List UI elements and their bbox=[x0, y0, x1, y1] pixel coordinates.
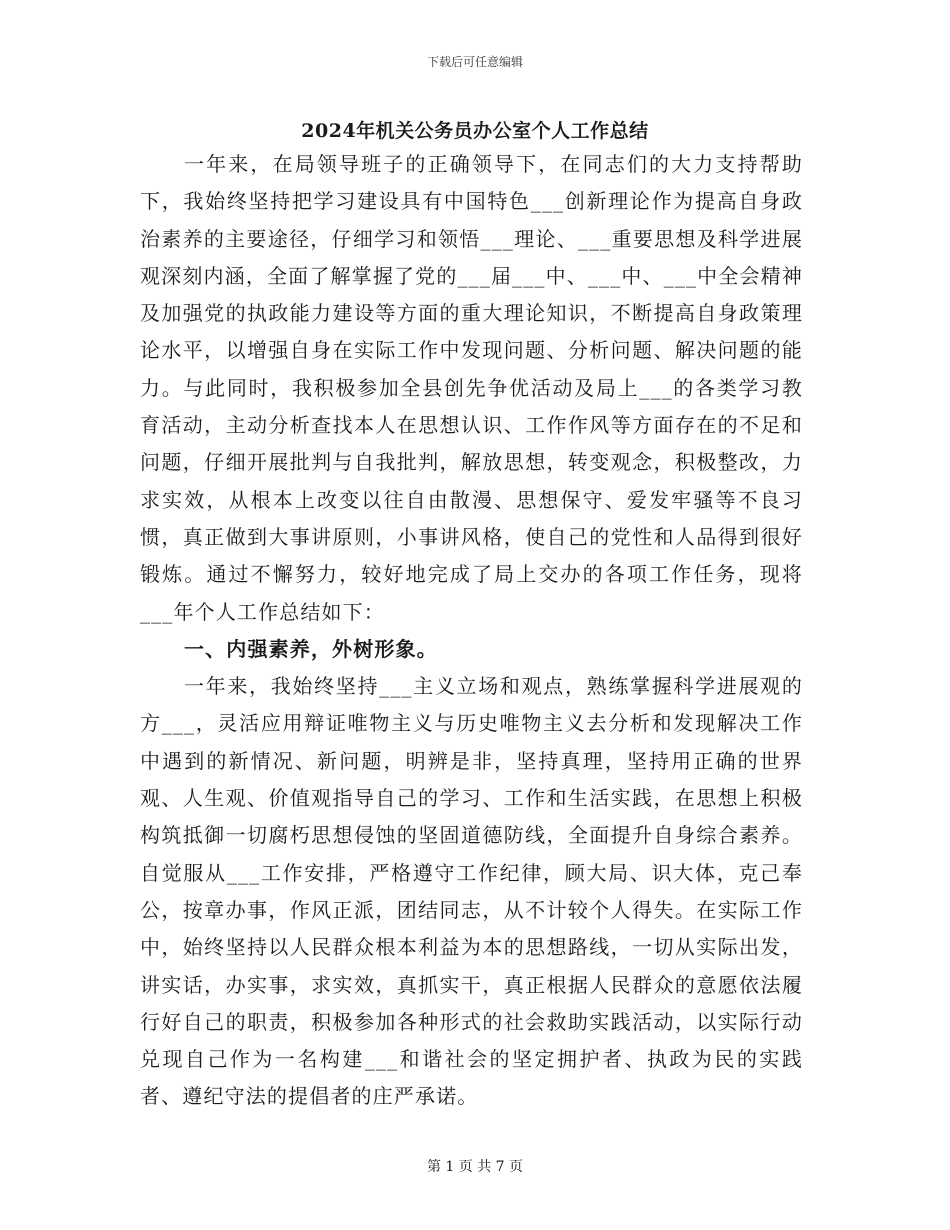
section-heading: 一、内强素养，外树形象。 bbox=[184, 636, 438, 661]
section-paragraph: 一年来，我始终坚持___主义立场和观点，熟练掌握科学进展观的方___，灵活应用辩证唯物主义与历史唯物主义去分析和发现解决工作中遇到的新情况、新问题，明辨是非，坚持真理，坚持用正确的世界观、人生观、价值观指导自己的学习、工作和生活实践，在思想上积极构筑抵御一切腐朽思想侵蚀的坚固道德防线，全面提升自身综合素养。自觉服从___工作安排，严格遵守工作纪律，顾大局、识大体，克己奉公，按章办事，作风正派，团结同志，从不计较个人得失。在实际工作中，始终坚持以人民群众根本利益为本的思想路线，一切从实际出发，讲实话，办实事，求实效，真抓实干，真正根据人民群众的意愿依法履行好自己的职责，积极参加各种形式的社会救助实践活动，以实际行动兑现自己作为一名构建___和谐社会的坚定拥护者、执政为民的实践者、遵纪守法的提倡者的庄严承诺。 bbox=[140, 674, 803, 1109]
document-title: 2024年机关公务员办公室个人工作总结 bbox=[301, 120, 649, 142]
page-indicator: 第 1 页 共 7 页 bbox=[426, 1159, 524, 1175]
document-body bbox=[140, 146, 803, 1116]
intro-paragraph: 一年来，在局领导班子的正确领导下，在同志们的大力支持帮助下，我始终坚持把学习建设具有中国特色___创新理论作为提高自身政治素养的主要途径，仔细学习和领悟___理论、___重要思想及科学进展观深刻内涵，全面了解掌握了党的___届___中、___中、___中全会精神及加强党的执政能力建设等方面的重大理论知识，不断提高自身政策理论水平，以增强自身在实际工作中发现问题、分析问题、解决问题的能力。与此同时，我积极参加全县创先争优活动及局上___的各类学习教育活动，主动分析查找本人在思想认识、工作作风等方面存在的不足和问题，仔细开展批判与自我批判，解放思想，转变观念，积极整改，力求实效，从根本上改变以往自由散漫、思想保守、爱发牢骚等不良习惯，真正做到大事讲原则，小事讲风格，使自己的党性和人品得到很好锻炼。通过不懈努力，较好地完成了局上交办的各项工作任务，现将___年个人工作总结如下： bbox=[140, 152, 803, 624]
header-note: 下载后可任意编辑 bbox=[426, 55, 523, 69]
